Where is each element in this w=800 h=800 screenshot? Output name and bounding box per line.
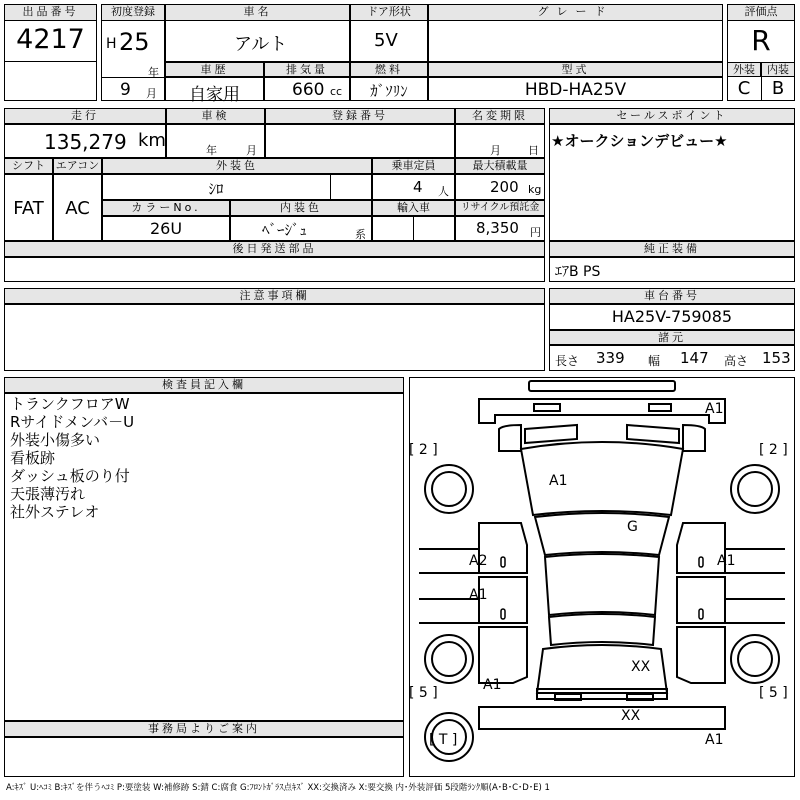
first-reg-year: 25 [119,28,150,56]
mark-rear-hatch: XX [631,659,651,675]
name-change-day-unit: 日 [528,144,539,157]
inspector-note: 看板跡 [10,449,56,467]
inspection-month-unit: 月 [246,144,257,157]
chassis-label: 車台番号 [549,288,795,304]
mark-rear-bumper: XX [621,708,641,724]
specs-box [549,345,795,371]
width-value: 147 [680,349,709,367]
int-color-label: 内装色 [230,200,372,216]
score-ext-value: C [737,78,751,99]
max-load-value: 200 [490,178,519,196]
later-parts-label: 後日発送部品 [4,241,545,257]
model-value: HBD-HA25V [524,80,627,100]
door-value: 5V [374,30,398,51]
color-no-label: カラーNo. [102,200,230,216]
capacity-label: 乗車定員 [372,158,455,174]
ext-color-sub [330,174,331,200]
inspection-label: 車検 [166,108,265,124]
mark-left-front-door: A2 [469,553,488,569]
first-reg-era: H [106,36,117,52]
inspector-note: 社外ステレオ [10,503,100,521]
tire-fl-label: [ 2 ] [409,442,438,458]
tire-rl-label: [ 5 ] [409,685,438,701]
tire-fr-label: [ 2 ] [759,442,788,458]
mark-right-front-door: A1 [717,553,736,569]
caution-label: 注意事項欄 [4,288,545,304]
specs-label: 諸元 [549,330,795,345]
lot-number-label: 出品番号 [4,4,97,21]
max-load-unit: kg [528,183,542,196]
inspector-notes [10,395,134,521]
inspection-year-unit: 年 [206,144,217,157]
inspector-note: 外装小傷多い [10,431,101,449]
mark-windshield: G [627,519,638,535]
legend: A:ｷｽﾞ U:ﾍｺﾐ B:ｷｽﾞを伴うﾍｺﾐ P:要塗装 W:補修跡 S:錆 C:腐食 G:ﾌﾛﾝﾄｶﾞﾗｽ点ｷｽﾞ XX:交換済み X:要交換 内･外装評価 5段階ﾗﾝｸ順(A･B･C･D･E) 1 [6,783,550,793]
aircon-label: エアコン [53,158,102,174]
grade-label: グレード [428,4,723,21]
height-value: 153 [762,349,791,367]
model-label: 型式 [428,62,723,77]
first-reg-year-unit: 年 [148,66,159,79]
first-reg-month-unit: 月 [146,87,157,100]
import-split [413,216,414,241]
inspector-note: Rサイドメンバ－U [10,413,135,431]
car-name-label: 車名 [165,4,350,21]
mark-hood: A1 [549,473,568,489]
office-label: 事務局よりご案内 [4,721,404,737]
capacity-value: 4 [413,178,423,196]
int-color-unit: 系 [355,228,366,241]
first-reg-divider [101,77,165,78]
inspector-note: 天張薄汚れ [10,485,86,503]
aircon-value: AC [65,198,90,219]
capacity-unit: 人 [438,185,449,198]
score-ext-label: 外装 [727,62,761,77]
lot-number-value: 4217 [16,24,85,55]
spare-tire-label: [ T ] [429,732,458,748]
first-reg-month: 9 [120,80,131,100]
genuine-value: ｴｱB PS [555,264,601,280]
mileage-label: 走行 [4,108,166,124]
later-parts-box [4,257,545,282]
door-label: ドア形状 [350,4,428,21]
reg-number-box [265,124,455,158]
sales-point-label: セールスポイント [549,108,795,124]
recycle-label: リサイクル預託金 [455,200,545,216]
fuel-label: 燃料 [350,62,428,77]
height-label: 高さ [724,354,749,368]
mileage-value: 135,279 [44,130,127,154]
color-no-value: 26U [149,219,183,238]
length-label: 長さ [555,354,580,368]
lot-number-divider [4,61,97,62]
displacement-value: 660 [292,80,325,100]
ext-color-value: ｼﾛ [208,180,224,198]
recycle-unit: 円 [530,226,541,239]
name-change-month-unit: 月 [490,144,501,157]
import-label: 輸入車 [372,200,455,216]
mark-front-bumper: A1 [705,401,724,417]
history-value: 自家用 [189,85,240,105]
car-name-value: アルト [234,34,288,55]
car-diagram [409,377,795,777]
mark-rear-bottom: A1 [705,732,724,748]
inspector-note: トランクフロアW [10,395,130,413]
recycle-value: 8,350 [476,219,519,237]
reg-number-label: 登録番号 [265,108,455,124]
tire-rr-label: [ 5 ] [759,685,788,701]
caution-box [4,304,545,371]
displacement-unit: cc [330,85,343,98]
office-box [4,737,404,777]
score-value: R [751,24,771,57]
displacement-label: 排気量 [264,62,350,77]
shift-value: FAT [13,198,44,219]
fuel-value: ｶﾞｿﾘﾝ [370,82,408,100]
score-label: 評価点 [727,4,795,21]
length-value: 339 [596,349,625,367]
score-int-label: 内装 [761,62,795,77]
inspector-label: 検査員記入欄 [4,377,404,393]
width-label: 幅 [648,354,661,368]
sales-point-value: ★オークションデビュー★ [551,132,728,150]
first-reg-label: 初度登録 [101,4,165,21]
shift-label: シフト [4,158,53,174]
score-int-value: B [771,78,785,99]
name-change-label: 名変期限 [455,108,545,124]
mark-left-rear-door: A1 [469,587,488,603]
ext-color-label: 外装色 [102,158,372,174]
history-label: 車歴 [165,62,264,77]
max-load-label: 最大積載量 [455,158,545,174]
inspector-note: ダッシュ板のり付 [10,467,130,485]
chassis-value: HA25V-759085 [611,307,733,326]
genuine-label: 純正装備 [549,241,795,257]
int-color-value: ﾍﾞｰｼﾞｭ [262,221,308,239]
mark-left-rear-quarter: A1 [483,677,502,693]
mileage-unit: km [138,130,166,151]
